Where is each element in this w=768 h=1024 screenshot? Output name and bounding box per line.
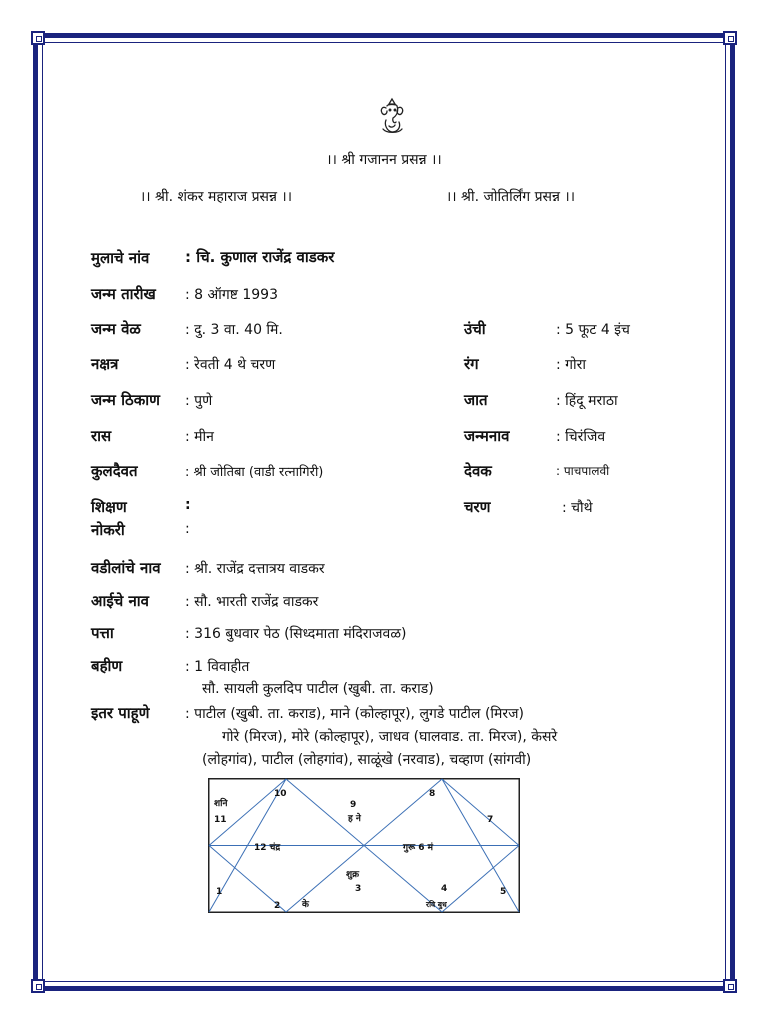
sister-value: : 1 विवाहीत [185,659,250,675]
house-shukra: शुक्र [346,870,360,880]
address-value: : 316 बुधवार पेठ (सिध्दमाता मंदिराजवळ) [185,626,407,642]
caste-value: : हिंदू मराठा [556,393,618,409]
kuldaivat-label: कुलदैवत [91,462,138,480]
name-label: मुलाचे नांव [91,249,150,267]
address-label: पत्ता [91,624,114,642]
house-10: 10 [274,789,287,799]
house-3: 3 [355,884,362,894]
house-1: 1 [216,887,223,897]
education-label: शिक्षण [91,498,127,516]
house-12: 12 चंद्र [254,843,281,853]
chart-diagonal [442,779,519,846]
other-relatives-line2: गोरे (मिरज), मोरे (कोल्हापूर), जाधव (घालवाड. ता. मिरज), केसरे [222,729,558,745]
complexion-value: : गोरा [556,357,587,373]
invocation-left: ।। श्री. शंकर महाराज प्रसन्न ।। [140,189,293,205]
sister-value-line2: सौ. सायली कुलदिप पाटील (खुबी. ता. कराड) [202,681,434,697]
birth-time-label: जन्म वेळ [91,320,141,338]
father-value: : श्री. राजेंद्र दत्तात्रय वाडकर [185,561,325,577]
other-relatives-line1: : पाटील (खुबी. ता. कराड), माने (कोल्हापूर), लुगडे पाटील (मिरज) [185,706,525,722]
job-label: नोकरी [91,521,125,539]
horoscope-chart [208,778,520,913]
ganesha-icon [374,96,410,136]
devak-value: : पाचपालवी [556,464,610,478]
house-7: 7 [487,815,494,825]
mother-value: : सौ. भारती राजेंद्र वाडकर [185,594,319,610]
nakshatra-value: : रेवती 4 थे चरण [185,357,276,373]
house-5: 5 [500,887,507,897]
job-value: : [185,521,190,537]
birth-name-label: जन्मनाव [464,427,510,445]
charan-label: चरण [464,498,491,516]
house-ravi-budh: रवि बुध [426,900,447,909]
rashi-label: रास [91,427,112,445]
house-shani: शनि [214,799,228,809]
dob-value: : 8 ऑगष्ट 1993 [185,287,278,303]
house-ke: के [302,900,309,910]
corner-ornament-bottom-left [31,979,45,993]
dob-label: जन्म तारीख [91,285,156,303]
father-label: वडीलांचे नाव [91,559,161,577]
complexion-label: रंग [464,355,479,373]
education-value: : [185,497,191,513]
house-11: 11 [214,815,227,825]
kuldaivat-value: : श्री जोतिबा (वाडी रत्नागिरी) [185,465,324,480]
caste-label: जात [464,391,488,409]
devak-label: देवक [464,462,492,480]
invocation-main: ।। श्री गजानन प्रसन्न ।। [326,152,442,168]
house-8: 8 [429,789,436,799]
charan-value: : चौथे [562,500,593,516]
other-relatives-label: इतर पाहूणे [91,704,150,722]
chart-diagonal [442,846,519,913]
height-value: : 5 फूट 4 इंच [556,322,630,338]
birth-place-label: जन्म ठिकाण [91,391,160,409]
corner-ornament-top-right [723,31,737,45]
name-value: : चि. कुणाल राजेंद्र वाडकर [185,248,335,266]
house-9: 9 [350,800,357,810]
nakshatra-label: नक्षत्र [91,355,119,373]
sister-label: बहीण [91,657,123,675]
mother-label: आईचे नाव [91,592,149,610]
other-relatives-line3: (लोहगांव), पाटील (लोहगांव), साळूंखे (नरवाड), चव्हाण (सांगवी) [202,752,532,768]
house-2: 2 [274,901,281,911]
house-9-planets: ह ने [348,814,361,824]
height-label: उंची [464,320,486,338]
birth-name-value: : चिरंजिव [556,429,606,445]
birth-place-value: : पुणे [185,393,213,409]
house-4: 4 [441,884,448,894]
corner-ornament-bottom-right [723,979,737,993]
house-6: गुरू 6 मं [403,843,433,853]
birth-time-value: : दु. 3 वा. 40 मि. [185,322,283,338]
rashi-value: : मीन [185,429,214,445]
corner-ornament-top-left [31,31,45,45]
invocation-right: ।। श्री. जोतिर्लिंग प्रसन्न ।। [446,189,576,205]
